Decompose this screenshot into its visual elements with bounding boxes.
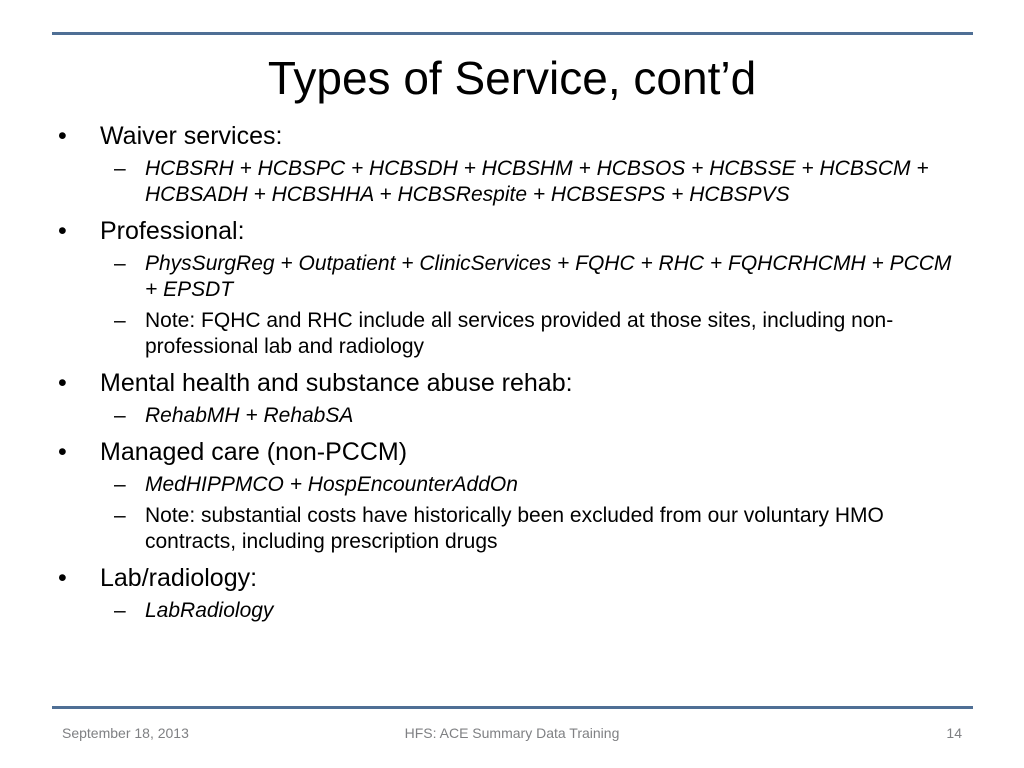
sub-bullet-text: PhysSurgReg + Outpatient + ClinicServices + FQHC + RHC + FQHCRHCMH + PCCM + EPSDT — [145, 252, 952, 301]
sub-bullet-note — [58, 503, 968, 555]
bullet-dot-icon: • — [58, 564, 67, 592]
sub-bullet — [58, 472, 968, 498]
sub-bullet — [58, 598, 968, 624]
sub-bullet-text: Note: FQHC and RHC include all services provided at those sites, including non-professional lab and radiology — [145, 309, 894, 358]
slide-title: Types of Service, cont’d — [267, 52, 757, 104]
dash-icon: – — [114, 504, 126, 527]
bullet-professional — [58, 213, 968, 249]
bullet-lab-radiology — [58, 560, 968, 596]
sub-bullet-text: RehabMH + RehabSA — [145, 404, 354, 427]
bullet-label: Lab/radiology: — [100, 564, 258, 592]
bullet-dot-icon: • — [58, 369, 67, 397]
bullet-label: Managed care (non-PCCM) — [100, 438, 408, 466]
bullet-waiver-services — [58, 118, 968, 154]
bullet-dot-icon: • — [58, 438, 67, 466]
sub-bullet-text: HCBSRH + HCBSPC + HCBSDH + HCBSHM + HCBSOS + HCBSSE + HCBSCM + HCBSADH + HCBSHHA + HCBSRespite + HCBSESPS + HCBSPVS — [145, 157, 929, 206]
bullet-managed-care — [58, 434, 968, 470]
footer-date: September 18, 2013 — [62, 725, 189, 741]
page-number: 14 — [946, 725, 962, 741]
sub-bullet — [58, 251, 968, 303]
bottom-rule — [52, 706, 973, 709]
bullet-label: Professional: — [100, 217, 245, 245]
dash-icon: – — [114, 252, 126, 275]
sub-bullet-text: Note: substantial costs have historically been excluded from our voluntary HMO contracts, including prescription drugs — [145, 504, 884, 553]
bullet-mental-health — [58, 365, 968, 401]
sub-bullet — [58, 403, 968, 429]
dash-icon: – — [114, 473, 126, 496]
dash-icon: – — [114, 157, 126, 180]
sub-bullet-note — [58, 308, 968, 360]
dash-icon: – — [114, 599, 126, 622]
top-rule — [52, 32, 973, 35]
dash-icon: – — [114, 309, 126, 332]
slide-body — [58, 118, 968, 629]
sub-bullet-text: LabRadiology — [145, 599, 274, 622]
bullet-label: Mental health and substance abuse rehab: — [100, 369, 573, 397]
dash-icon: – — [114, 404, 126, 427]
footer-title: HFS: ACE Summary Data Training — [404, 725, 620, 741]
sub-bullet-text: MedHIPPMCO + HospEncounterAddOn — [145, 473, 518, 496]
bullet-dot-icon: • — [58, 122, 67, 150]
bullet-dot-icon: • — [58, 217, 67, 245]
bullet-label: Waiver services: — [100, 122, 283, 150]
sub-bullet — [58, 156, 968, 208]
